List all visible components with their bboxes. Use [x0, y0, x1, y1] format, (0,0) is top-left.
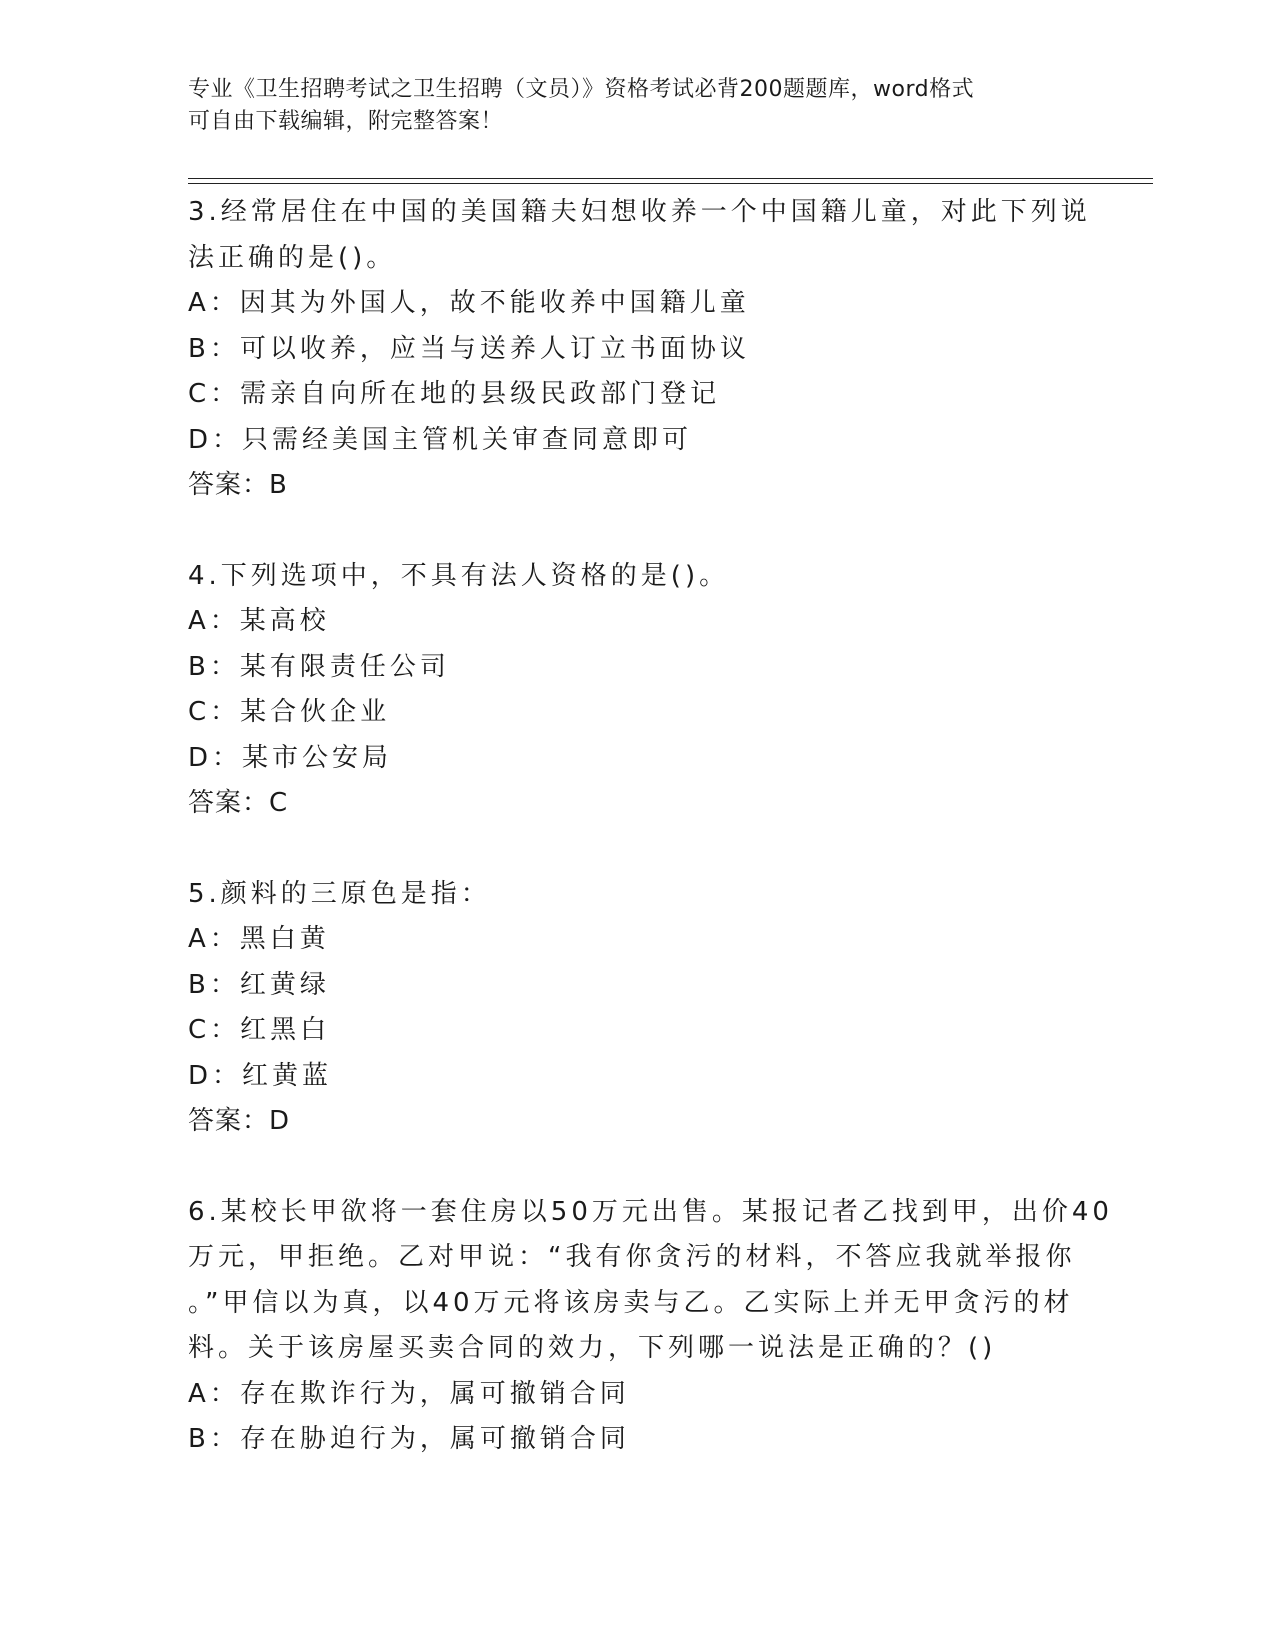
option-c: C：需亲自向所在地的县级民政部门登记 — [188, 379, 721, 409]
option-d: D：红黄蓝 — [188, 1060, 333, 1091]
question-item — [188, 1190, 1113, 1463]
stem-line: 万元，甲拒绝。乙对甲说：“我有你贪污的材料，不答应我就举报你 — [188, 1242, 1076, 1272]
stem-line: 4.下列选项中，不具有法人资格的是()。 — [188, 560, 730, 591]
stem-line: 5.颜料的三原色是指： — [188, 878, 491, 909]
option-a: A：黑白黄 — [188, 924, 330, 954]
stem-line: 料。关于该房屋买卖合同的效力，下列哪一说法是正确的？() — [188, 1333, 997, 1363]
option-b: B：红黄绿 — [188, 969, 330, 1000]
option-c: C：红黑白 — [188, 1015, 331, 1045]
question-item — [188, 554, 1088, 827]
option-d: D：只需经美国主管机关审查同意即可 — [188, 424, 693, 455]
option-d: D：某市公安局 — [188, 742, 393, 773]
question-item — [188, 872, 1088, 1145]
question-list — [188, 190, 1113, 1508]
header-divider — [188, 183, 1153, 184]
question-stem — [188, 190, 1091, 281]
question-stem — [188, 1190, 1113, 1372]
question-stem — [188, 872, 1088, 918]
option-a: A：存在欺诈行为，属可撤销合同 — [188, 1378, 630, 1409]
option-b: B：存在胁迫行为，属可撤销合同 — [188, 1424, 630, 1454]
option-c: C：某合伙企业 — [188, 697, 391, 727]
answer-text: 答案：C — [188, 788, 289, 818]
question-item — [188, 190, 1091, 509]
option-a: A：某高校 — [188, 606, 330, 636]
document-header — [188, 74, 1088, 138]
answer-text: 答案：D — [188, 1106, 291, 1136]
header-line: 专业《卫生招聘考试之卫生招聘（文员）》资格考试必背200题题库，word格式 — [188, 77, 975, 102]
answer-text: 答案：B — [188, 470, 288, 500]
stem-line: 6.某校长甲欲将一套住房以50万元出售。某报记者乙找到甲，出价40 — [188, 1196, 1113, 1227]
header-line: 可自由下载编辑，附完整答案！ — [188, 109, 504, 134]
option-b: B：某有限责任公司 — [188, 651, 450, 682]
stem-line: 3.经常居住在中国的美国籍夫妇想收养一个中国籍儿童，对此下列说 — [188, 197, 1091, 227]
option-b: B：可以收养，应当与送养人订立书面协议 — [188, 333, 750, 364]
option-a: A：因其为外国人，故不能收养中国籍儿童 — [188, 288, 750, 318]
stem-line: 法正确的是()。 — [188, 242, 397, 273]
header-divider — [188, 178, 1153, 179]
question-stem — [188, 554, 1088, 600]
stem-line: 。”甲信以为真，以40万元将该房卖与乙。乙实际上并无甲贪污的材 — [188, 1287, 1074, 1318]
